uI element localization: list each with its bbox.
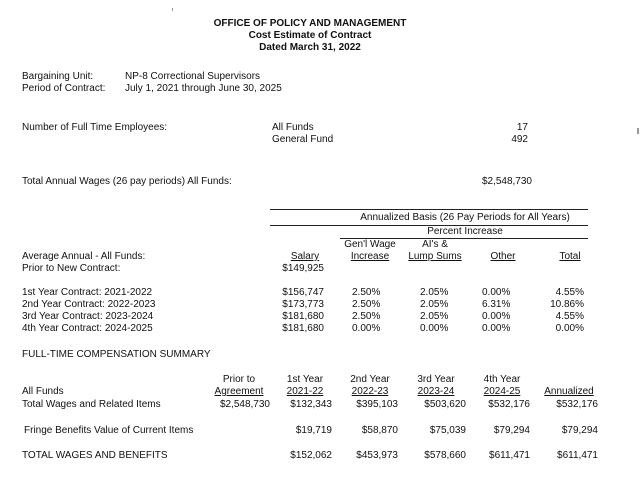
row-1-salary: $156,747 <box>282 287 324 298</box>
row-3-salary: $181,680 <box>282 311 324 322</box>
bargaining-unit-value: NP-8 Correctional Supervisors <box>125 71 261 82</box>
scan-mark-right <box>637 128 639 134</box>
summary-title: FULL-TIME COMPENSATION SUMMARY <box>22 349 211 360</box>
row-3-total: 4.55% <box>555 311 584 322</box>
summary-col-y2-2: 2022-23 <box>351 386 389 397</box>
col-other: Other <box>490 251 516 262</box>
summary-row-1-prior: $2,548,730 <box>219 399 270 410</box>
col-genl-wage-2: Increase <box>350 251 390 262</box>
employees-general-fund-value: 492 <box>511 134 528 145</box>
summary-row-2-y4: $79,294 <box>493 425 530 436</box>
row-2-label: 2nd Year Contract: 2022-2023 <box>22 299 156 310</box>
summary-col-prior-2: Agreement <box>214 386 264 397</box>
row-3-other: 0.00% <box>482 311 511 322</box>
employees-general-fund-label: General Fund <box>272 134 334 145</box>
summary-col-y3-2: 2023-24 <box>417 386 455 397</box>
summary-row-3-y1: $152,062 <box>290 450 332 461</box>
row-1-ai: 2.05% <box>420 287 449 298</box>
summary-row-1-y1: $132,343 <box>290 399 332 410</box>
col-ai-2: Lump Sums <box>408 251 462 262</box>
row-4-genl: 0.00% <box>352 323 381 334</box>
row-2-total: 10.86% <box>550 299 584 310</box>
row-1-other: 0.00% <box>482 287 511 298</box>
avg-annual-label: Average Annual - All Funds: <box>22 251 146 262</box>
report-subtitle: Cost Estimate of Contract <box>248 30 372 41</box>
row-1-genl: 2.50% <box>352 287 381 298</box>
summary-col-y3-1: 3rd Year <box>417 374 455 385</box>
office-title: OFFICE OF POLICY AND MANAGEMENT <box>213 18 407 29</box>
summary-row-2-y3: $75,039 <box>429 425 466 436</box>
summary-all-funds: All Funds <box>22 386 64 397</box>
summary-row-3-annualized: $611,471 <box>557 450 598 461</box>
row-2-other: 6.31% <box>482 299 511 310</box>
summary-row-1-annualized: $532,176 <box>556 399 598 410</box>
summary-row-1-y4: $532,176 <box>488 399 530 410</box>
row-4-label: 4th Year Contract: 2024-2025 <box>22 323 153 334</box>
col-salary: Salary <box>290 251 320 262</box>
annualized-top-rule <box>270 209 588 210</box>
summary-col-y1-1: 1st Year <box>286 374 324 385</box>
summary-row-1-label: Total Wages and Related Items <box>22 399 161 410</box>
summary-row-2-annualized: $79,294 <box>561 425 598 436</box>
employees-all-funds-label: All Funds <box>272 122 314 133</box>
period-label: Period of Contract: <box>22 83 106 94</box>
percent-increase-label: Percent Increase <box>427 226 503 237</box>
summary-row-3-y2: $453,973 <box>356 450 398 461</box>
col-total: Total <box>559 251 581 262</box>
prior-contract-salary: $149,925 <box>282 263 324 274</box>
row-4-total: 0.00% <box>555 323 584 334</box>
annual-wages-label: Total Annual Wages (26 pay periods) All Funds: <box>22 176 232 187</box>
annual-wages-value: $2,548,730 <box>481 176 532 187</box>
row-4-other: 0.00% <box>482 323 511 334</box>
row-1-label: 1st Year Contract: 2021-2022 <box>22 287 153 298</box>
report-date: Dated March 31, 2022 <box>259 42 361 53</box>
employees-all-funds-value: 17 <box>516 122 528 133</box>
row-3-genl: 2.50% <box>352 311 381 322</box>
summary-row-3-y3: $578,660 <box>424 450 466 461</box>
row-4-salary: $181,680 <box>282 323 324 334</box>
row-2-salary: $173,773 <box>282 299 324 310</box>
row-3-ai: 2.05% <box>420 311 449 322</box>
summary-col-y4-1: 4th Year <box>483 374 521 385</box>
summary-col-annualized: Annualized <box>544 386 594 397</box>
summary-row-2-y2: $58,870 <box>361 425 398 436</box>
summary-row-1-y2: $395,103 <box>356 399 398 410</box>
employees-label: Number of Full Time Employees: <box>22 122 168 133</box>
summary-row-2-y1: $19,719 <box>295 425 332 436</box>
summary-col-prior-1: Prior to <box>222 374 256 385</box>
summary-col-y4-2: 2024-25 <box>483 386 521 397</box>
row-2-ai: 2.05% <box>420 299 449 310</box>
summary-row-2-label: Fringe Benefits Value of Current Items <box>24 425 194 436</box>
row-1-total: 4.55% <box>555 287 584 298</box>
summary-row-1-y3: $503,620 <box>424 399 466 410</box>
annualized-title: Annualized Basis (26 Pay Periods for All Years) <box>360 212 570 223</box>
summary-col-y2-1: 2nd Year <box>350 374 390 385</box>
col-genl-wage-1: Gen'l Wage <box>344 239 396 250</box>
summary-col-y1-2: 2021-22 <box>286 386 324 397</box>
row-4-ai: 0.00% <box>420 323 449 334</box>
prior-contract-label: Prior to New Contract: <box>22 263 121 274</box>
scan-mark-top <box>172 8 173 11</box>
summary-row-3-y4: $611,471 <box>489 450 530 461</box>
bargaining-unit-label: Bargaining Unit: <box>22 71 94 82</box>
col-ai-1: AI's & <box>422 239 448 250</box>
summary-row-3-label: TOTAL WAGES AND BENEFITS <box>22 450 168 461</box>
period-value: July 1, 2021 through June 30, 2025 <box>125 83 282 94</box>
row-3-label: 3rd Year Contract: 2023-2024 <box>22 311 154 322</box>
row-2-genl: 2.50% <box>352 299 381 310</box>
